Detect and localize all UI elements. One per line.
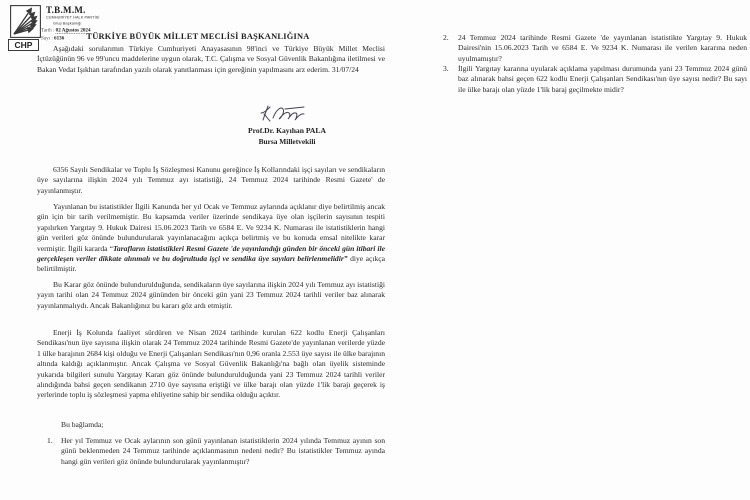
- paragraph-3: Bu Karar göz önünde bulundurulduğunda, sendikaların üye sayılarına ilişkin 2024 yılı Temmuz ayı istatistiği yayın tarihi olan 24 Temmuz 2024 gününden bir önceki gün yani 23 Temmuz 2024 tarihli veriler baz alınarak yayınlanmalıydı. Ancak Bakanlığınız bu kararı göz ardı etmiştir.: [37, 280, 385, 310]
- intro-paragraph: Aşağıdaki sorularımın Türkiye Cumhuriyeti Anayasasının 98'inci ve Türkiye Büyük Millet Meclisi İçtüzüğünün 96 ve 99'uncu maddelerine uygun olarak, T.C. Çalışma ve Sosyal Güvenlik Bakanlığına iletilmesi ve Bakan Vedat Işıkhan tarafından yazılı olarak yanıtlanması için gereğinin yapılmasını arz ederim. 31/07/24: [37, 44, 385, 74]
- paragraph-2-tail: diye açıkça belirtilmiştir.: [37, 254, 385, 274]
- question-2-number: 2.: [443, 33, 449, 42]
- paragraph-1: 6356 Sayılı Sendikalar ve Toplu İş Sözleşmesi Kanunu gereğince İş Kollarındaki işçi sayıları ve sendikaların üye sayılarına ilişkin 2024 yılı Temmuz ayı istatistiği, 24 Temmuz 2024 tarihinde Resmi Gazete' de yayınlanmıştır.: [37, 165, 385, 195]
- paragraph-4: Enerji İş Kolunda faaliyet sürdüren ve Nisan 2024 tarihinde kurulan 622 kodlu Enerji Çalışanları Sendikası'nun üye sayısına ilişkin olarak 24 Temmuz 2024 tarihinde Resmi Gazete'de yayınlanan verilerde yüzde 1 ülke barajının 2684 kişi olduğu ve Enerji Çalışanları Sendikası'nın 0,96 oranla 2.553 üye sayısı ile ülke barajının altında kaldığı açıklanmıştır. Ancak Çalışma ve Sosyal Güvenlik Bakanlığı'na bağlı olan üyelik sisteminde yukarıda bilgileri sunulu Yargıtay Kararı göz önünde bulundurulduğunda yani 23 Temmuz 2024 tarihli veriler alındığında bahsi geçen sendikanın 2710 üye sayısına eriştiği ve ülke barajı olan yüzde 1'lik barajı geçerek iş yerlerinde toplu iş sözleşmesi yapma ehliyetine sahip bir sendika olduğu açıktır.: [37, 328, 385, 400]
- page-right: [425, 0, 750, 500]
- context-line: Bu bağlamda;: [61, 420, 104, 429]
- document-title: TÜRKİYE BÜYÜK MİLLET MECLİSİ BAŞKANLIĞINA: [86, 32, 310, 41]
- stamp-date-label: Tarih :: [41, 27, 55, 33]
- signatory-title: Bursa Milletvekili: [258, 137, 316, 146]
- letterhead-unit: Grup Başkanlığı: [53, 21, 82, 26]
- paragraph-2-court-quote: Tarafların istatistikleri Resmi Gazete 'de yayınlandığı günden bir önceki gün itibari ile gerçekleşen veriler dikkate alınmalı ve bu doğrultuda işçi ve sendika üye sayıları belirlenmelidir”: [37, 243, 385, 264]
- paragraph-2-lead: Yayınlanan bu istatistikler İlgili Kanunda her yıl Ocak ve Temmuz aylarında açıklanır diye belirtilmiş ancak gün için bir tarih verilmemiştir. Bu kapsamda veriler üzerinde sendikaya üye olan işçilerin sayısının tespiti yapılırken Yargıtay 9. Hukuk Dairesi 15.06.2023 Tarih ve 6584 E. Ve 9234 K. Numarası ile istatistiklerin hangi gün verileri göz önünde bulundurularak yayınlanacağını açıkça belirtmiş ve bu konuda emsal nitelikte karar vermiştir. İlgili kararda “: [37, 202, 385, 253]
- signatory-name: Prof.Dr. Kayıhan PALA: [248, 126, 326, 135]
- question-2-text: 24 Temmuz 2024 tarihinde Resmi Gazete 'de yayınlanan istatistikte Yargıtay 9. Hukuk Dairesi'nin 15.06.2023 Tarih ve 6584 E. Ve 9234 K. Numarası ile verilen kararına neden uyulmamıştır?: [458, 33, 747, 63]
- chp-abbr-label: CHP: [14, 40, 33, 50]
- letterhead-party-name: CUMHURİYET HALK PARTİSİ: [46, 16, 100, 20]
- stamp-date-value: 02 Ağustos 2024: [55, 27, 91, 33]
- question-1-text: Her yıl Temmuz ve Ocak aylarının son günü yayınlanan istatistiklerin 2024 yılında Temmuz ayının son günü beklenmeden 24 Temmuz tarihinde açıklanmasının nedeni nedir? Bu istatistikler Temmuz ayında hangi gün verileri göz önünde bulundurularak yayınlanmıştır?: [61, 436, 385, 466]
- question-1-number: 1.: [47, 436, 53, 445]
- question-3-text: İlgili Yargıtay kararına uyularak açıklama yapılması durumunda yani 23 Temmuz 2024 günü baz alınarak bahsi geçen 622 kodlu Enerji Çalışanları Sendikası'nın üye sayısı nedir? Bu sayı ile ülke barajı olan yüzde 1'lik baraj geçilmekte midir?: [458, 64, 747, 94]
- letterhead-tbmm: T.B.M.M.: [46, 5, 86, 15]
- stamp-number-label: Sayı :: [41, 35, 53, 41]
- stamp-number-value: 6136: [54, 35, 65, 41]
- question-3-number: 3.: [443, 64, 449, 73]
- paragraph-2: [37, 202, 385, 275]
